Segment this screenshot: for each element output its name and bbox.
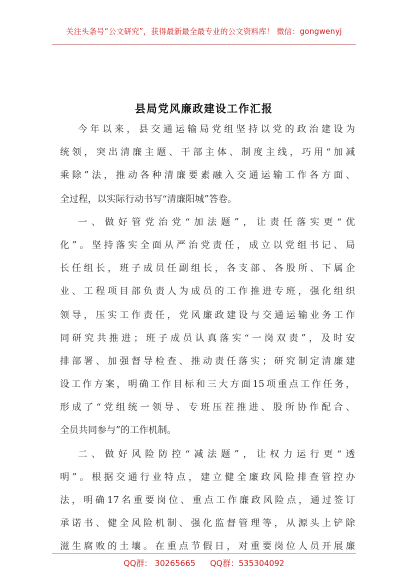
- document-body: [60, 118, 355, 559]
- body-line: 今年以来，县交通运输局党组坚持以党的政治建设为: [78, 124, 355, 135]
- body-line: 化”。坚持落实全面从严治党责任，成立以党组书记、局: [60, 239, 355, 251]
- body-line: 乘除”法，推动各种清廉要素融入交通运输工作各方面、: [60, 170, 355, 182]
- body-line: 同研究共推进；班子成员认真落实“一岗双责”，及时安: [60, 332, 355, 344]
- body-line: 业、工程项目部负责人为成员的工作推进专班，强化组织: [60, 286, 355, 298]
- body-line: 滋生腐败的土壤。在重点节假日，对重要岗位人员开展廉: [60, 541, 355, 553]
- body-line: 长任组长，班子成员任副组长，各支部、各股所、下属企: [60, 263, 355, 275]
- body-line: 二、做好风险防控“减法题”，让权力运行更“透: [78, 448, 355, 460]
- footer-contacts: [0, 558, 408, 569]
- header-banner: 关注头条号“公文研究”，获得最新最全最专业的公文资料库！ 微信：gongwenyj: [66, 27, 342, 36]
- footer-qq-group-1: QQ群： 30265665: [123, 559, 196, 568]
- body-line: 明”。根据交通行业特点，建立健全廉政风险排查管控办: [60, 471, 355, 483]
- body-line: 形成了“党组统一领导、专班压茬推进、股所协作配合、: [60, 402, 355, 414]
- header-divider: [52, 44, 356, 45]
- body-line: 排部署、加强督导检查、推动责任落实；研究制定清廉建: [60, 355, 355, 367]
- body-line: 设工作方案，明确工作目标和三大方面15项重点工作任务，: [60, 379, 355, 391]
- body-line: 全过程，以实际行动书写“清廉阳城”答卷。: [60, 193, 237, 205]
- footer-divider: [52, 553, 356, 554]
- body-line: 统领，突出清廉主题、干部主体、制度主线，巧用“加减: [60, 147, 355, 159]
- footer-qq-group-2: QQ群：535304092: [210, 559, 285, 568]
- body-line: 承诺书、健全风险机制、强化监督管理等，从源头上铲除: [60, 518, 355, 530]
- body-line: 全员共同参与”的工作机制。: [60, 425, 177, 437]
- body-line: 法，明确17名重要岗位、重点工作廉政风险点，通过签订: [60, 495, 355, 506]
- body-line: 一、做好管党治党“加法题”，让责任落实更“优: [78, 216, 355, 228]
- body-line: 领导，压实工作责任，党风廉政建设与交通运输业务工作: [60, 309, 355, 321]
- document-title: 县局党风廉政建设工作汇报: [135, 103, 273, 115]
